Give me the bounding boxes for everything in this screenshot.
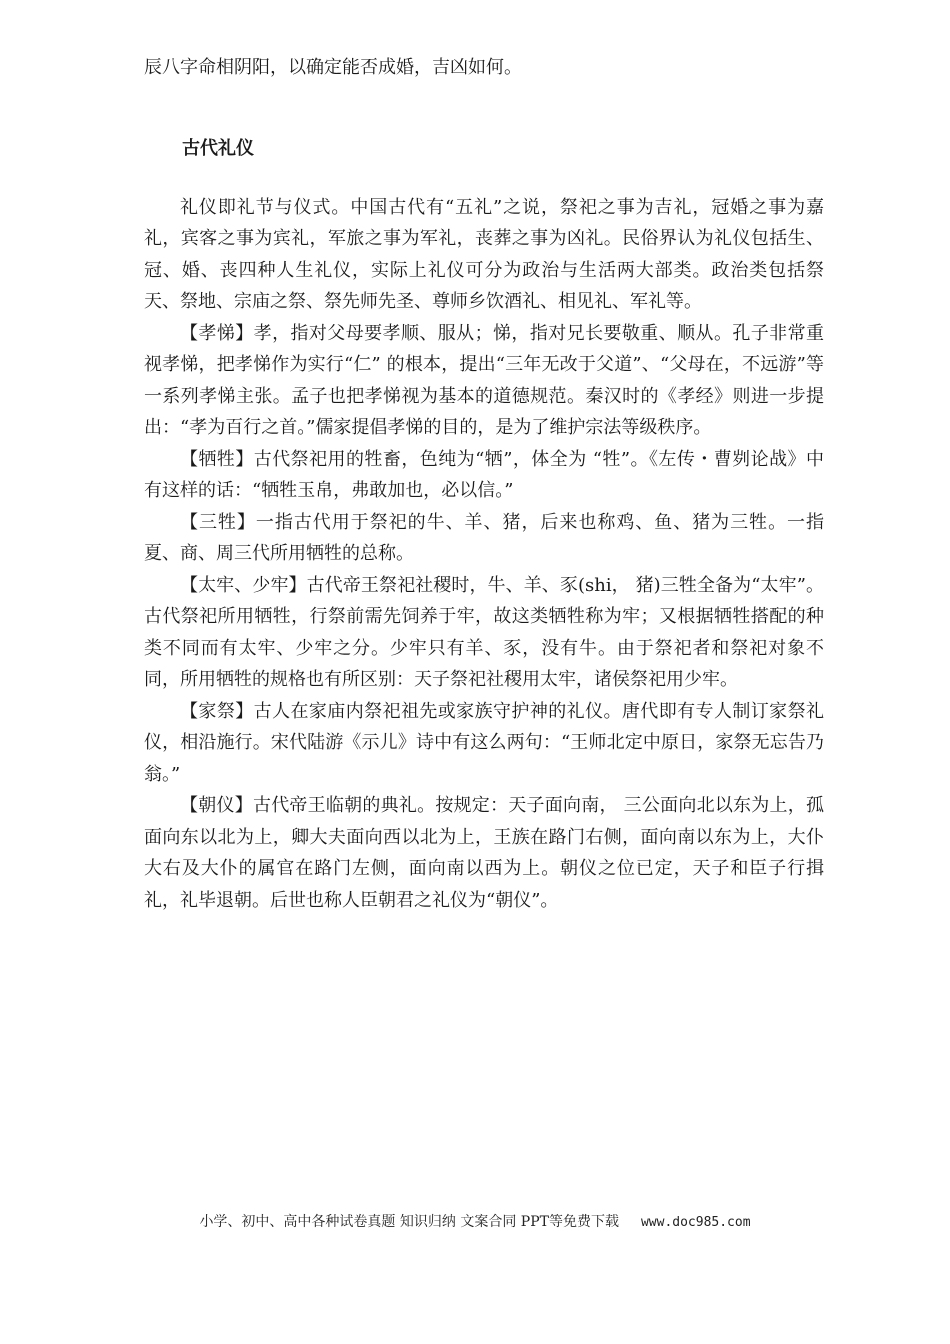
section-heading: 古代礼仪 [182, 137, 254, 159]
document-body [144, 52, 824, 916]
entry-paragraph [144, 696, 824, 791]
intro-paragraph: 礼仪即礼节与仪式。中国古代有“五礼”之说，祭祀之事为吉礼，冠婚之事为嘉礼，宾客之事为宾礼，军旅之事为军礼，丧葬之事为凶礼。民俗界认为礼仪包括生、冠、婚、丧四种人生礼仪，实际上礼仪可分为政治与生活两大部类。政治类包括祭天、祭地、宗庙之祭、祭先师先圣、尊师乡饮酒礼、相见礼、军礼等。 [144, 196, 824, 312]
entry-term: 【朝仪】 [180, 795, 253, 816]
entry-paragraph [144, 790, 824, 916]
entry-text: 古代帝王祭祀社稷时，牛、羊、豕(shi， 猪)三牲全备为“太牢”。古代祭祀所用牺牲，行祭前需先饲养于牢，故这类牺牲称为牢；又根据牺牲搭配的种类不同而有太牢、少牢之分。少牢只有羊、豕，没有牛。由于祭祀者和祭祀对象不同，所用牺牲的规格也有所区别：天子祭祀社稷用太牢，诸侯祭祀用少牢。 [144, 574, 825, 690]
entry-text: 古人在家庙内祭祀祖先或家族守护神的礼仪。唐代即有专人制订家祭礼仪，相沿施行。宋代陆游《示儿》诗中有这么两句：“王师北定中原日，家祭无忘告乃翁。” [144, 700, 825, 785]
entry-text: 孝，指对父母要孝顺、服从；悌，指对兄长要敬重、顺从。孔子非常重视孝悌，把孝悌作为实行“仁” 的根本，提出“三年无改于父道”、“父母在，不远游”等一系列孝悌主张。孟子也把孝悌视为基本的道德规范。秦汉时的《孝经》则进一步提出：“孝为百行之首。”儒家提倡孝悌的目的，是为了维护宗法等级秩序。 [144, 322, 825, 438]
entry-paragraph [144, 318, 824, 444]
entry-text: 一指古代用于祭祀的牛、羊、猪，后来也称鸡、鱼、猪为三牲。一指夏、商、周三代所用牺牲的总称。 [144, 511, 825, 564]
entry-term: 【家祭】 [180, 700, 254, 722]
entry-paragraph [144, 507, 824, 570]
entry-term: 【太牢、少牢】 [180, 574, 307, 596]
entry-paragraph [144, 570, 824, 696]
entry-paragraph [144, 444, 824, 507]
footer-text: 小学、初中、高中各种试卷真题 知识归纳 文案合同 PPT等免费下载 [199, 1214, 619, 1230]
entry-term: 【三牲】 [180, 511, 256, 533]
entry-text: 古代帝王临朝的典礼。按规定：天子面向南， 三公面向北以东为上，孤面向东以北为上，卿大夫面向西以北为上，王族在路门右侧，面向南以东为上，大仆大右及大仆的属官在路门左侧，面向南以西为上。朝仪之位已定，天子和臣子行揖礼，礼毕退朝。后世也称人臣朝君之礼仪为“朝仪”。 [144, 795, 825, 911]
footer-url[interactable]: www.doc985.com [640, 1215, 751, 1230]
entry-term: 【牺牲】 [180, 448, 254, 470]
carryover-text: 辰八字命相阴阳，以确定能否成婚，吉凶如何。 [144, 57, 522, 78]
entry-term: 【孝悌】 [180, 322, 254, 344]
entry-text: 古代祭祀用的牲畜，色纯为“牺”，体全为 “牲”。《左传・曹刿论战》中有这样的话：“牺牲玉帛，弗敢加也，必以信。” [144, 448, 824, 501]
page-footer [0, 1212, 950, 1233]
